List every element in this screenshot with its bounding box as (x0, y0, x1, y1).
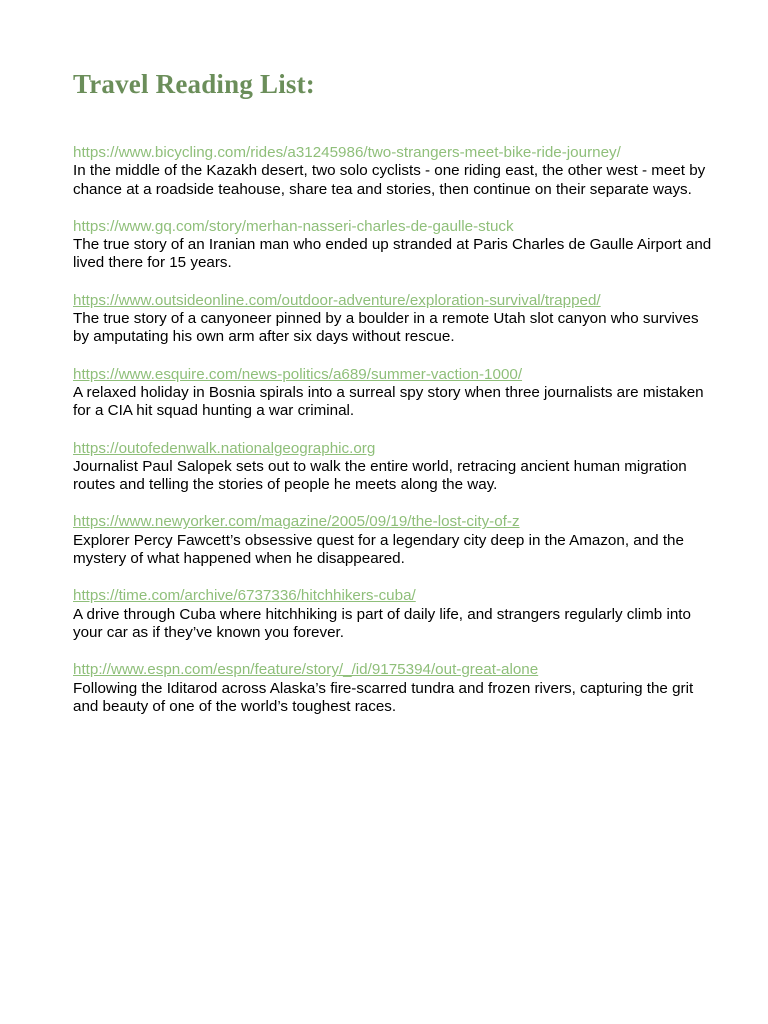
article-link[interactable]: https://time.com/archive/6737336/hitchhikers-cuba/ (73, 587, 416, 605)
article-link[interactable]: https://outofedenwalk.nationalgeographic.org (73, 439, 376, 457)
article-link[interactable]: https://www.esquire.com/news-politics/a689/summer-vaction-1000/ (73, 365, 523, 383)
article-link[interactable]: https://www.bicycling.com/rides/a31245986/two-strangers-meet-bike-ride-journey/ (73, 144, 621, 161)
article-description: The true story of an Iranian man who ended up stranded at Paris Charles de Gaulle Airport and lived there for 15 years. (73, 236, 712, 272)
list-item (73, 144, 713, 199)
article-description: Journalist Paul Salopek sets out to walk the entire world, retracing ancient human migration routes and telling the stories of people he meets along the way. (73, 457, 687, 494)
article-link[interactable]: https://www.gq.com/story/merhan-nasseri-charles-de-gaulle-stuck (73, 217, 514, 235)
article-description: A drive through Cuba where hitchhiking is part of daily life, and strangers regularly climb into your car as if they’ve known you forever. (73, 605, 691, 641)
article-description: The true story of a canyoneer pinned by a boulder in a remote Utah slot canyon who survives by amputating his own arm after six days without rescue. (73, 310, 699, 346)
article-description: Following the Iditarod across Alaska’s fire-scarred tundra and frozen rivers, capturing the grit and beauty of one of the world’s toughest races. (73, 679, 694, 715)
article-description: A relaxed holiday in Bosnia spirals into a surreal spy story when three journalists are mistaken for a CIA hit squad hunting a war criminal. (73, 383, 704, 420)
list-item (73, 440, 713, 495)
list-item (73, 292, 713, 347)
article-description: Explorer Percy Fawcett’s obsessive quest for a legendary city deep in the Amazon, and the mystery of what happened when he disappeared. (73, 531, 684, 568)
list-item (73, 513, 713, 568)
article-link[interactable]: http://www.espn.com/espn/feature/story/_/id/9175394/out-great-alone (73, 661, 539, 679)
document-page (73, 64, 713, 735)
article-link[interactable]: https://www.outsideonline.com/outdoor-adventure/exploration-survival/trapped/ (73, 291, 601, 309)
article-description: In the middle of the Kazakh desert, two solo cyclists - one riding east, the other west - meet by chance at a roadside teahouse, share tea and stories, then continue on their separate ways. (73, 162, 706, 198)
list-item (73, 661, 713, 716)
article-link[interactable]: https://www.newyorker.com/magazine/2005/09/19/the-lost-city-of-z (73, 513, 520, 531)
list-item (73, 218, 713, 273)
page-title: Travel Reading List: (73, 69, 315, 99)
list-item (73, 587, 713, 642)
list-item (73, 366, 713, 421)
